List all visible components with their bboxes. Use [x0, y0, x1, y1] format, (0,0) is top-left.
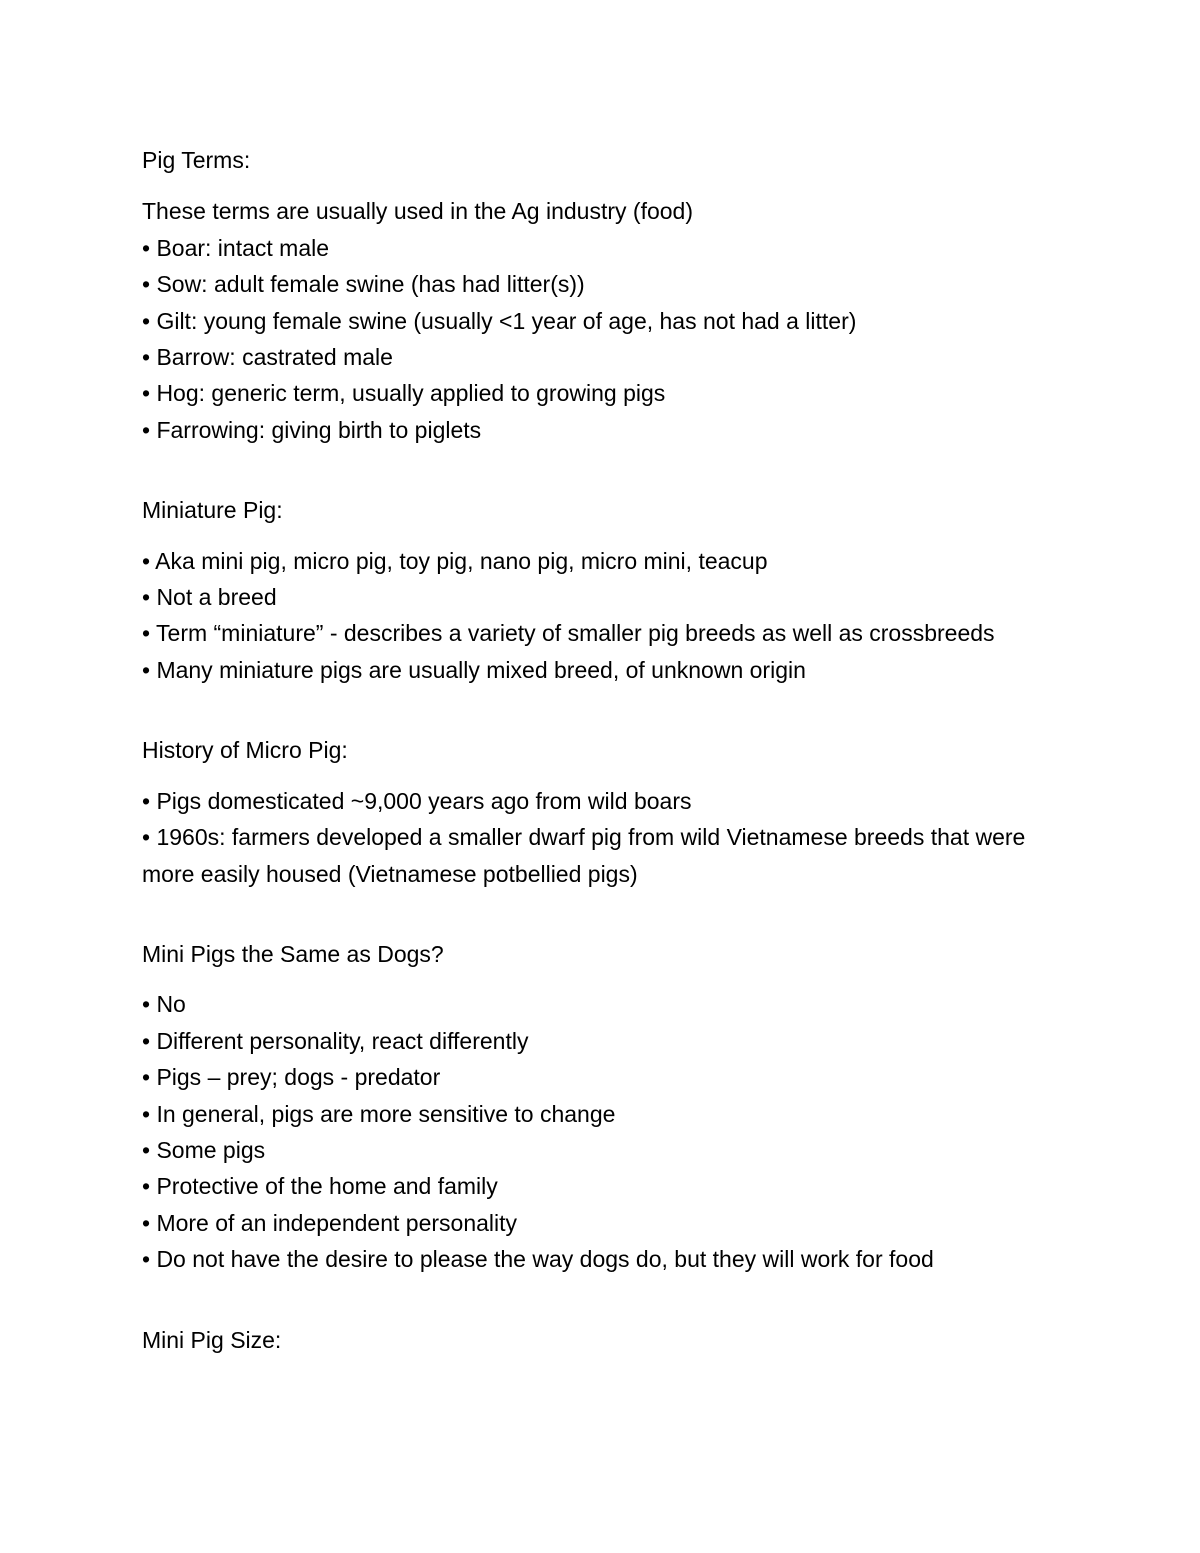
- list-item: • Sow: adult female swine (has had litter(s)): [142, 271, 585, 298]
- list-item: • Boar: intact male: [142, 234, 330, 261]
- list-item: • In general, pigs are more sensitive to change: [142, 1100, 616, 1127]
- list-item: • No: [142, 991, 186, 1018]
- list-item: • Pigs domesticated ~9,000 years ago from wild boars: [142, 787, 692, 814]
- section-heading: Pig Terms:: [142, 147, 251, 173]
- list-item: • Aka mini pig, micro pig, toy pig, nano pig, micro mini, teacup: [142, 547, 768, 574]
- bullet-list: [142, 543, 1072, 689]
- list-item: • Farrowing: giving birth to piglets: [142, 416, 482, 443]
- section-heading: Mini Pig Size:: [142, 1326, 282, 1353]
- bullet-list: [142, 986, 1072, 1277]
- section-mini-pig-size: [142, 1322, 1072, 1358]
- section-heading: History of Micro Pig:: [142, 737, 348, 764]
- list-item: • Not a breed: [142, 584, 277, 611]
- list-item: • Many miniature pigs are usually mixed breed, of unknown origin: [142, 656, 806, 683]
- list-item: • Do not have the desire to please the way dogs do, but they will work for food: [142, 1246, 934, 1273]
- list-item: • Term “miniature” - describes a variety of smaller pig breeds as well as crossbreeds: [142, 620, 995, 647]
- section-mini-pigs-vs-dogs: [142, 936, 1072, 1278]
- list-item: • Some pigs: [142, 1136, 266, 1163]
- list-item: • Protective of the home and family: [142, 1173, 498, 1200]
- list-item: • Different personality, react differently: [142, 1027, 529, 1054]
- section-pig-terms: [142, 142, 1072, 448]
- section-intro: These terms are usually used in the Ag industry (food): [142, 198, 694, 225]
- section-heading: Mini Pigs the Same as Dogs?: [142, 940, 444, 967]
- list-item: • Hog: generic term, usually applied to growing pigs: [142, 380, 666, 407]
- list-item: • 1960s: farmers developed a smaller dwarf pig from wild Vietnamese breeds that were more easily housed (Vietnamese potbellied pigs): [142, 824, 1026, 887]
- list-item: • Gilt: young female swine (usually <1 year of age, has not had a litter): [142, 307, 857, 334]
- section-miniature-pig: [142, 492, 1072, 688]
- bullet-list: [142, 230, 1072, 448]
- document-body: [142, 142, 1072, 1402]
- list-item: • More of an independent personality: [142, 1209, 518, 1236]
- section-history-micro-pig: [142, 732, 1072, 892]
- bullet-list: [142, 783, 1072, 892]
- list-item: • Pigs – prey; dogs - predator: [142, 1064, 441, 1091]
- list-item: • Barrow: castrated male: [142, 344, 393, 371]
- section-heading: Miniature Pig:: [142, 497, 283, 524]
